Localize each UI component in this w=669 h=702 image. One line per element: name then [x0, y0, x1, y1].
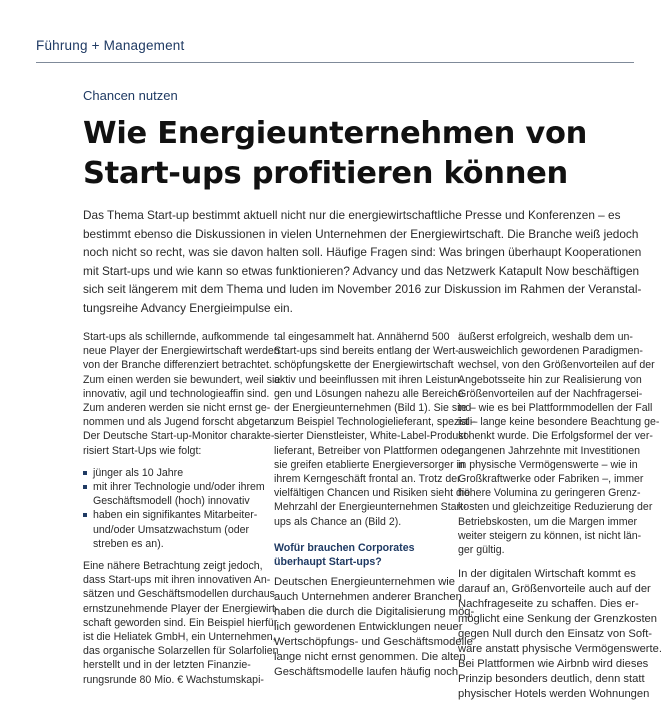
body-line: Großkraftwerke oder Fabriken –, immer	[458, 473, 644, 486]
body-line: weiter steigern zu können, ist nicht län-	[458, 529, 642, 542]
body-line: ihrem Kerngeschäft frontal an. Trotz der	[274, 473, 461, 486]
body-line: Mehrzahl der Energieunternehmen Start-	[274, 501, 467, 514]
body-line: nommen und als Jugend forscht abgetan.	[83, 416, 278, 429]
body-line: rungsrunde 80 Mio. € Wachstumskapi-	[83, 673, 264, 686]
body-line: sie greifen etablierte Energieversorger in	[274, 458, 465, 471]
body-line: risiert Start-Ups wie folgt:	[83, 444, 202, 457]
subheading: überhaupt Start-ups?	[274, 556, 382, 569]
bullet-item-continued	[83, 494, 255, 508]
body-line: neue Player der Energiewirtschaft werden	[83, 345, 280, 358]
body-line: dass Start-ups mit ihren innovativen An-	[83, 574, 271, 587]
body-line: darauf an, Größenvorteile auch auf der	[458, 583, 651, 596]
bullet-item-continued	[83, 523, 255, 537]
bullet-marker	[83, 513, 87, 517]
body-column-2	[274, 330, 476, 680]
body-line: wechsel, von den Größenvorteilen auf der	[458, 359, 655, 372]
article-title	[83, 114, 643, 194]
body-line: ist die Heliatek GmbH, ein Unternehmen,	[83, 631, 276, 644]
body-line: Bei Plattformen wie Airbnb wird dieses	[458, 658, 649, 671]
body-line: schenkt wurde. Die Erfolgsformel der ver-	[458, 430, 653, 443]
bullet-marker	[83, 471, 87, 475]
bullet-item	[83, 466, 255, 480]
bullet-text: mit ihrer Technologie und/oder ihrem	[93, 481, 265, 494]
body-line: höhere Volumina zu geringeren Grenz-	[458, 487, 641, 500]
body-line: tal eingesammelt hat. Annähernd 500	[274, 331, 450, 343]
lead-line: sich seit längerem mit dem Thema und luden im November 2016 zur Diskussion im Rahmen der Veranstal-	[83, 282, 642, 297]
lead-line: bestimmt ebenso die Diskussionen in vielen Unternehmen der Energiewirtschaft. Die Branche weiß jedoch	[83, 226, 639, 241]
body-line: der Energieunternehmen (Bild 1). Sie sind	[274, 402, 472, 415]
body-line: sätzen und Geschäftsmodellen durchaus	[83, 588, 275, 601]
body-line: zum Beispiel Technologielieferant, speziali-	[274, 416, 476, 429]
body-line: te – wie es bei Plattformmodellen der Fall	[458, 402, 653, 415]
body-line: Wertschöpfungs- und Geschäftsmodelle	[274, 636, 473, 649]
article-lead	[83, 206, 642, 318]
body-line: Prinzip besonders deutlich, denn statt	[458, 673, 645, 686]
lead-line: noch nicht so recht, was sie davon halten soll. Häufige Fragen sind: Was bringen überhaupt Kooperationen	[83, 245, 642, 260]
body-line: Nachfrageseite zu schaffen. Dies er-	[458, 598, 639, 611]
body-line: lieferant, Betreiber von Plattformen oder	[274, 444, 462, 457]
body-line: schöpfungskette der Energiewirtschaft	[274, 359, 454, 372]
body-line: Start-ups als schillernde, aufkommende	[83, 331, 270, 343]
lead-line: tungsreihe Advancy Energieimpulse ein.	[83, 300, 293, 315]
body-line: innovativ, agil und technologieaffin sind.	[83, 387, 270, 400]
body-line: von der Branche differenziert betrachtet.	[83, 359, 272, 372]
title-line: Wie Energieunternehmen von	[83, 116, 588, 151]
bullet-item	[83, 508, 258, 522]
body-line: in physische Vermögenswerte – wie in	[458, 458, 638, 471]
body-line: ausweichlich gewordenen Paradigmen-	[458, 345, 643, 358]
bullet-text: und/oder Umsatzwachstum (oder	[93, 523, 250, 536]
bullet-text: haben ein signifikantes Mitarbeiter-	[93, 509, 258, 522]
body-line: äußerst erfolgreich, weshalb dem un-	[458, 331, 633, 343]
article-kicker: Chancen nutzen	[83, 88, 178, 103]
bullet-marker	[83, 485, 87, 489]
body-line: Zum einen werden sie bewundert, weil sie	[83, 373, 281, 386]
body-line: gangenen Jahrzehnte mit Investitionen	[458, 444, 640, 457]
body-line: Eine nähere Betrachtung zeigt jedoch,	[83, 560, 263, 573]
body-line: Größenvorteilen auf der Nachfragersei-	[458, 387, 643, 400]
body-line: haben die durch die Digitalisierung mög-	[274, 606, 475, 619]
body-line: möglicht eine Senkung der Grenzkosten	[458, 613, 658, 626]
body-line: Betriebskosten, um die Margen immer	[458, 515, 637, 528]
bullet-text: streben es an).	[93, 537, 164, 550]
body-line: gegen Null durch den Einsatz von Soft-	[458, 628, 653, 641]
body-line: lich gewordenen Entwicklungen neuer	[274, 621, 463, 634]
bullet-text: Geschäftsmodell (hoch) innovativ	[93, 495, 250, 508]
bullet-text: jünger als 10 Jahre	[93, 466, 184, 479]
body-line: Geschäftsmodelle laufen häufig noch	[274, 666, 459, 679]
body-line: das organische Solarzellen für Solarfolien	[83, 645, 279, 658]
body-line: kosten und gleichzeitige Reduzierung der	[458, 501, 653, 514]
body-line: ups als Chance an (Bild 2).	[274, 515, 402, 528]
bullet-item-continued	[83, 537, 255, 551]
section-header: Führung + Management	[36, 38, 185, 53]
body-line: auch Unternehmen anderer Branchen	[274, 591, 462, 604]
body-line: sierter Dienstleister, White-Label-Produkt-	[274, 430, 471, 443]
body-line: Start-ups sind bereits entlang der Wert-	[274, 345, 459, 358]
body-line: Zum anderen werden sie nicht ernst ge-	[83, 402, 271, 415]
header-divider	[36, 62, 634, 63]
body-line: lange nicht ernst genommen. Die alten	[274, 651, 466, 664]
body-column-3	[458, 330, 662, 702]
body-line: Der Deutsche Start-up-Monitor charakte-	[83, 430, 275, 443]
body-line: ger gültig.	[458, 544, 505, 557]
body-column-1	[83, 330, 281, 687]
body-line: physischer Hotels werden Wohnungen	[458, 688, 650, 701]
body-line: ernstzunehmende Player der Energiewirt-	[83, 602, 279, 615]
lead-line: Das Thema Start-up bestimmt aktuell nicht nur die energiewirtschaftliche Presse und Konferenzen – es	[83, 208, 621, 222]
body-line: Angebotsseite hin zur Realisierung von	[458, 373, 642, 386]
body-line: schaft geworden sind. Ein Beispiel hierfür	[83, 616, 278, 629]
body-line: vielfältigen Chancen und Risiken sieht die	[274, 487, 471, 500]
body-line: gen und Lösungen nahezu alle Bereiche	[274, 387, 464, 400]
body-line: herstellt und in der letzten Finanzie-	[83, 659, 251, 672]
title-line: Start-ups profitieren können	[83, 156, 568, 191]
lead-line: mit Start-ups und wie kann so etwas funktionieren? Advancy und das Netzwerk Katapult Now beschäftigen	[83, 263, 640, 278]
body-line: Deutschen Energieunternehmen wie	[274, 576, 455, 589]
body-line: ware anstatt physische Vermögenswerte.	[458, 643, 662, 656]
subheading: Wofür brauchen Corporates	[274, 541, 415, 554]
body-line: aktiv und beeinflussen mit ihren Leistun-	[274, 373, 464, 386]
body-line: In der digitalen Wirtschaft kommt es	[458, 568, 636, 581]
bullet-list	[83, 466, 265, 551]
bullet-item	[83, 480, 265, 494]
body-line: ist – lange keine besondere Beachtung ge-	[458, 416, 660, 429]
